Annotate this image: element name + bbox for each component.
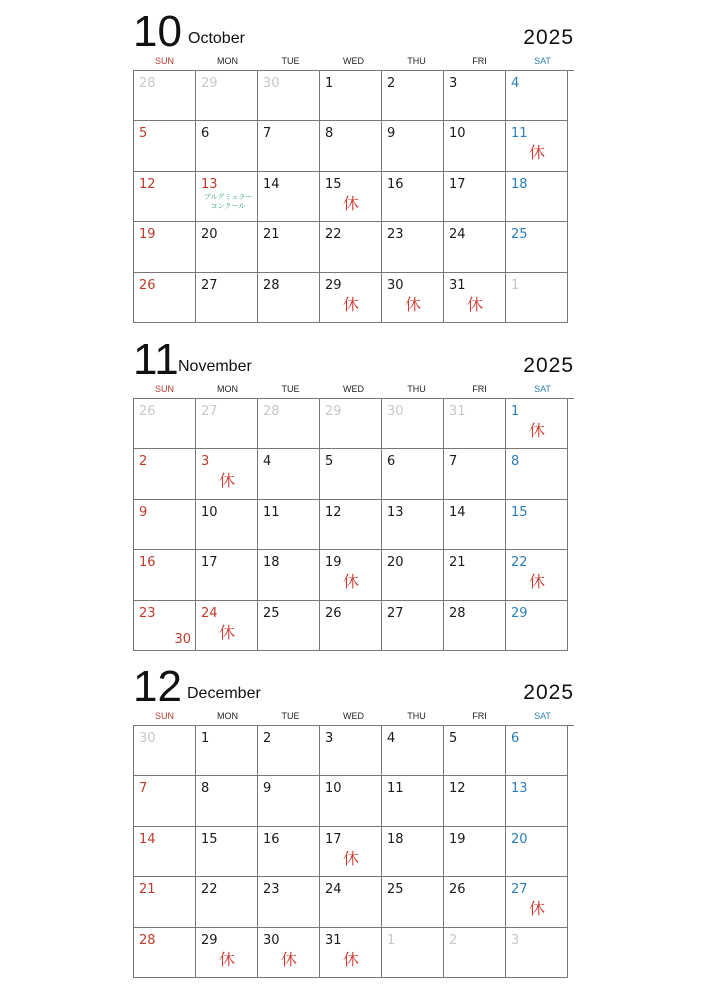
day-number: 30 — [263, 932, 280, 948]
day-number: 26 — [449, 882, 466, 898]
day-cell[interactable] — [382, 71, 444, 121]
day-number: 17 — [201, 555, 218, 571]
day-number: 28 — [263, 277, 280, 293]
day-number: 12 — [325, 504, 342, 520]
day-cell[interactable] — [506, 550, 568, 600]
day-cell[interactable] — [196, 121, 258, 171]
day-cell[interactable] — [320, 71, 382, 121]
day-cell[interactable] — [258, 601, 320, 651]
day-number: 19 — [325, 555, 342, 571]
day-number: 26 — [139, 404, 156, 419]
day-number: 2 — [263, 731, 272, 746]
day-cell[interactable] — [320, 500, 382, 550]
day-number: 3 — [201, 454, 210, 470]
day-cell[interactable] — [382, 222, 444, 272]
day-cell[interactable] — [506, 172, 568, 222]
day-number: 2 — [139, 454, 148, 470]
weekday-sun: SUN — [154, 56, 174, 66]
day-number: 26 — [139, 277, 156, 293]
day-number: 14 — [263, 176, 280, 192]
day-cell[interactable] — [320, 399, 382, 449]
weekday-fri: FRI — [472, 56, 487, 66]
day-cell[interactable] — [506, 222, 568, 272]
day-cell[interactable] — [382, 550, 444, 600]
day-cell[interactable] — [258, 273, 320, 323]
day-cell[interactable] — [258, 172, 320, 222]
day-cell[interactable] — [258, 399, 320, 449]
day-cell[interactable] — [506, 726, 568, 776]
day-cell[interactable] — [196, 877, 258, 927]
calendar-grid — [133, 398, 574, 651]
day-cell[interactable] — [134, 121, 196, 171]
day-number: 2 — [449, 932, 458, 948]
day-number: 9 — [263, 781, 272, 797]
day-cell[interactable] — [258, 121, 320, 171]
day-number: 7 — [449, 454, 458, 470]
day-cell[interactable] — [444, 121, 506, 171]
day-cell[interactable] — [134, 172, 196, 222]
day-cell[interactable] — [382, 172, 444, 222]
weekday-tue: TUE — [281, 384, 300, 394]
day-cell[interactable] — [134, 726, 196, 776]
weekday-tue: TUE — [281, 56, 300, 66]
day-cell[interactable] — [196, 399, 258, 449]
day-cell[interactable] — [258, 71, 320, 121]
day-cell[interactable] — [134, 71, 196, 121]
day-number: 1 — [387, 932, 396, 948]
day-number: 20 — [201, 227, 218, 243]
day-cell[interactable] — [444, 172, 506, 222]
weekday-thu: THU — [407, 711, 426, 721]
holiday-mark: 休 — [405, 294, 422, 314]
day-cell[interactable] — [506, 776, 568, 826]
day-number: 13 — [511, 781, 528, 797]
day-number: 8 — [201, 781, 210, 797]
month-name: November — [178, 358, 252, 375]
day-cell[interactable] — [196, 827, 258, 877]
day-number: 10 — [449, 126, 466, 142]
day-number: 23 — [139, 605, 156, 621]
day-cell[interactable] — [444, 399, 506, 449]
year: 2025 — [523, 26, 574, 49]
day-cell[interactable] — [320, 827, 382, 877]
weekday-thu: THU — [407, 56, 426, 66]
day-number: 30 — [387, 404, 404, 419]
day-number: 6 — [511, 731, 520, 746]
day-cell[interactable] — [320, 776, 382, 826]
day-number: 28 — [139, 932, 156, 948]
day-number: 22 — [201, 882, 218, 898]
day-cell[interactable] — [134, 222, 196, 272]
day-number: 19 — [139, 227, 156, 243]
day-number: 5 — [325, 454, 334, 470]
day-cell[interactable] — [320, 928, 382, 978]
day-cell[interactable] — [506, 877, 568, 927]
day-cell[interactable] — [444, 449, 506, 499]
day-number: 5 — [139, 126, 148, 142]
day-cell[interactable] — [506, 601, 568, 651]
day-number: 18 — [387, 831, 404, 847]
weekday-header — [133, 711, 574, 721]
holiday-mark: 休 — [343, 848, 360, 868]
weekday-sun: SUN — [154, 384, 174, 394]
day-cell[interactable] — [444, 877, 506, 927]
day-number: 1 — [325, 76, 334, 91]
weekday-mon: MON — [217, 56, 238, 66]
day-number: 11 — [511, 126, 528, 142]
day-cell[interactable] — [258, 222, 320, 272]
weekday-mon: MON — [217, 711, 238, 721]
day-number: 9 — [387, 126, 396, 142]
day-cell[interactable] — [258, 449, 320, 499]
day-number: 31 — [449, 277, 466, 293]
month-name: October — [188, 30, 245, 47]
day-cell[interactable] — [382, 601, 444, 651]
day-number: 6 — [201, 126, 210, 142]
day-number: 8 — [325, 126, 334, 142]
day-number: 17 — [449, 176, 466, 192]
month-name: December — [187, 685, 261, 702]
day-cell[interactable] — [506, 121, 568, 171]
day-cell[interactable] — [196, 601, 258, 651]
day-number: 24 — [201, 605, 218, 621]
day-cell[interactable] — [382, 399, 444, 449]
day-number: 7 — [139, 781, 148, 797]
day-number: 1 — [511, 404, 520, 419]
day-cell[interactable] — [382, 500, 444, 550]
day-cell[interactable] — [506, 500, 568, 550]
day-number: 28 — [449, 605, 466, 621]
day-number: 1 — [511, 277, 520, 293]
holiday-mark: 休 — [343, 949, 360, 969]
day-number: 2 — [387, 76, 396, 91]
day-cell[interactable] — [196, 222, 258, 272]
day-cell[interactable] — [382, 273, 444, 323]
weekday-sun: SUN — [154, 711, 174, 721]
day-number: 21 — [263, 227, 280, 243]
day-cell[interactable] — [258, 726, 320, 776]
day-cell[interactable] — [382, 726, 444, 776]
day-cell[interactable] — [258, 500, 320, 550]
day-number: 25 — [387, 882, 404, 898]
day-cell[interactable] — [444, 273, 506, 323]
day-cell[interactable] — [134, 449, 196, 499]
day-cell[interactable] — [444, 776, 506, 826]
day-number: 13 — [387, 504, 404, 520]
day-number: 8 — [511, 454, 520, 470]
weekday-sat: SAT — [534, 56, 551, 66]
weekday-thu: THU — [407, 384, 426, 394]
day-number: 27 — [201, 404, 218, 419]
day-number: 20 — [511, 831, 528, 847]
day-cell[interactable] — [134, 928, 196, 978]
weekday-header — [133, 56, 574, 66]
day-cell[interactable] — [134, 500, 196, 550]
day-number: 11 — [263, 504, 280, 520]
day-number: 29 — [325, 277, 342, 293]
holiday-mark: 休 — [219, 949, 236, 969]
day-number: 4 — [387, 731, 396, 746]
day-number: 4 — [511, 76, 520, 91]
day-number: 19 — [449, 831, 466, 847]
day-number: 14 — [139, 831, 156, 847]
holiday-mark: 休 — [281, 949, 298, 969]
day-cell[interactable] — [444, 500, 506, 550]
day-cell[interactable] — [320, 121, 382, 171]
day-cell[interactable] — [196, 172, 258, 222]
weekday-sat: SAT — [534, 711, 551, 721]
day-cell[interactable] — [320, 273, 382, 323]
day-cell[interactable] — [258, 827, 320, 877]
day-cell[interactable] — [382, 776, 444, 826]
day-number: 23 — [263, 882, 280, 898]
day-number: 24 — [449, 227, 466, 243]
holiday-mark: 休 — [343, 193, 360, 213]
holiday-mark: 休 — [343, 572, 360, 592]
day-number: 13 — [201, 176, 218, 192]
day-number: 6 — [387, 454, 396, 470]
day-number: 14 — [449, 504, 466, 520]
day-cell[interactable] — [444, 726, 506, 776]
calendar-grid — [133, 70, 574, 323]
day-cell[interactable] — [196, 726, 258, 776]
day-number: 21 — [139, 882, 156, 898]
day-number: 3 — [325, 731, 334, 746]
day-cell[interactable] — [444, 222, 506, 272]
overflow-day-number: 30 — [174, 631, 191, 647]
month-november — [133, 336, 574, 658]
day-cell[interactable] — [320, 877, 382, 927]
year: 2025 — [523, 681, 574, 704]
month-december — [133, 663, 574, 985]
day-number: 15 — [511, 504, 528, 520]
day-number: 15 — [325, 176, 342, 192]
day-cell[interactable] — [196, 776, 258, 826]
day-number: 7 — [263, 126, 272, 142]
day-cell[interactable] — [134, 601, 196, 651]
day-number: 28 — [139, 76, 156, 91]
day-number: 27 — [201, 277, 218, 293]
month-number: 10 — [133, 7, 182, 56]
day-cell[interactable] — [196, 273, 258, 323]
event-note: ブルグミュラー コンクール — [203, 192, 253, 210]
day-number: 30 — [263, 76, 280, 91]
day-number: 22 — [325, 227, 342, 243]
day-cell[interactable] — [444, 928, 506, 978]
day-number: 30 — [387, 277, 404, 293]
day-number: 16 — [387, 176, 404, 192]
weekday-fri: FRI — [472, 711, 487, 721]
day-cell[interactable] — [320, 601, 382, 651]
day-cell[interactable] — [444, 550, 506, 600]
weekday-mon: MON — [217, 384, 238, 394]
day-number: 27 — [387, 605, 404, 621]
day-number: 4 — [263, 454, 272, 470]
day-cell[interactable] — [320, 222, 382, 272]
day-cell[interactable] — [196, 500, 258, 550]
weekday-sat: SAT — [534, 384, 551, 394]
day-number: 3 — [511, 932, 520, 948]
day-cell[interactable] — [506, 273, 568, 323]
day-number: 25 — [511, 227, 528, 243]
day-cell[interactable] — [444, 601, 506, 651]
day-cell[interactable] — [196, 928, 258, 978]
day-cell[interactable] — [444, 71, 506, 121]
day-number: 23 — [387, 227, 404, 243]
day-number: 12 — [449, 781, 466, 797]
day-cell[interactable] — [320, 172, 382, 222]
day-cell[interactable] — [506, 399, 568, 449]
weekday-header — [133, 384, 574, 394]
day-cell[interactable] — [258, 928, 320, 978]
day-number: 10 — [201, 504, 218, 520]
day-number: 16 — [139, 555, 156, 571]
day-number: 10 — [325, 781, 342, 797]
day-number: 29 — [201, 76, 218, 91]
day-cell[interactable] — [258, 776, 320, 826]
day-number: 28 — [263, 404, 280, 419]
day-cell[interactable] — [134, 776, 196, 826]
holiday-mark: 休 — [529, 143, 546, 163]
day-number: 11 — [387, 781, 404, 797]
weekday-wed: WED — [343, 56, 364, 66]
day-number: 12 — [139, 176, 156, 192]
day-cell[interactable] — [320, 550, 382, 600]
day-number: 15 — [201, 831, 218, 847]
holiday-mark: 休 — [529, 899, 546, 919]
month-number: 12 — [133, 662, 182, 711]
day-number: 20 — [387, 555, 404, 571]
day-number: 24 — [325, 882, 342, 898]
day-number: 21 — [449, 555, 466, 571]
day-number: 29 — [325, 404, 342, 419]
day-cell[interactable] — [382, 827, 444, 877]
holiday-mark: 休 — [219, 622, 236, 642]
day-cell[interactable] — [382, 877, 444, 927]
day-cell[interactable] — [134, 273, 196, 323]
day-number: 22 — [511, 555, 528, 571]
day-cell[interactable] — [382, 928, 444, 978]
day-cell[interactable] — [134, 827, 196, 877]
day-number: 17 — [325, 831, 342, 847]
day-cell[interactable] — [444, 827, 506, 877]
day-cell[interactable] — [134, 877, 196, 927]
day-cell[interactable] — [196, 550, 258, 600]
day-number: 5 — [449, 731, 458, 746]
weekday-wed: WED — [343, 711, 364, 721]
day-cell[interactable] — [196, 71, 258, 121]
day-number: 26 — [325, 605, 342, 621]
day-cell[interactable] — [196, 449, 258, 499]
day-number: 30 — [139, 731, 156, 746]
day-cell[interactable] — [382, 449, 444, 499]
weekday-tue: TUE — [281, 711, 300, 721]
day-cell[interactable] — [506, 827, 568, 877]
calendar-grid — [133, 725, 574, 978]
month-october — [133, 8, 574, 330]
day-cell[interactable] — [258, 877, 320, 927]
holiday-mark: 休 — [343, 294, 360, 314]
day-number: 25 — [263, 605, 280, 621]
holiday-mark: 休 — [467, 294, 484, 314]
month-number: 11 — [133, 335, 179, 384]
weekday-wed: WED — [343, 384, 364, 394]
day-number: 18 — [263, 555, 280, 571]
day-number: 16 — [263, 831, 280, 847]
holiday-mark: 休 — [219, 471, 236, 491]
year: 2025 — [523, 354, 574, 377]
day-number: 31 — [325, 932, 342, 948]
day-cell[interactable] — [134, 550, 196, 600]
day-number: 27 — [511, 882, 528, 898]
day-number: 29 — [511, 605, 528, 621]
day-number: 18 — [511, 176, 528, 192]
day-number: 29 — [201, 932, 218, 948]
day-cell[interactable] — [320, 726, 382, 776]
day-number: 3 — [449, 76, 458, 91]
day-cell[interactable] — [506, 71, 568, 121]
day-cell[interactable] — [382, 121, 444, 171]
day-number: 31 — [449, 404, 466, 419]
day-cell[interactable] — [506, 449, 568, 499]
weekday-fri: FRI — [472, 384, 487, 394]
holiday-mark: 休 — [529, 572, 546, 592]
day-cell[interactable] — [320, 449, 382, 499]
day-number: 1 — [201, 731, 210, 746]
day-cell[interactable] — [258, 550, 320, 600]
day-cell[interactable] — [134, 399, 196, 449]
day-number: 9 — [139, 504, 148, 520]
day-cell[interactable] — [506, 928, 568, 978]
holiday-mark: 休 — [529, 421, 546, 440]
